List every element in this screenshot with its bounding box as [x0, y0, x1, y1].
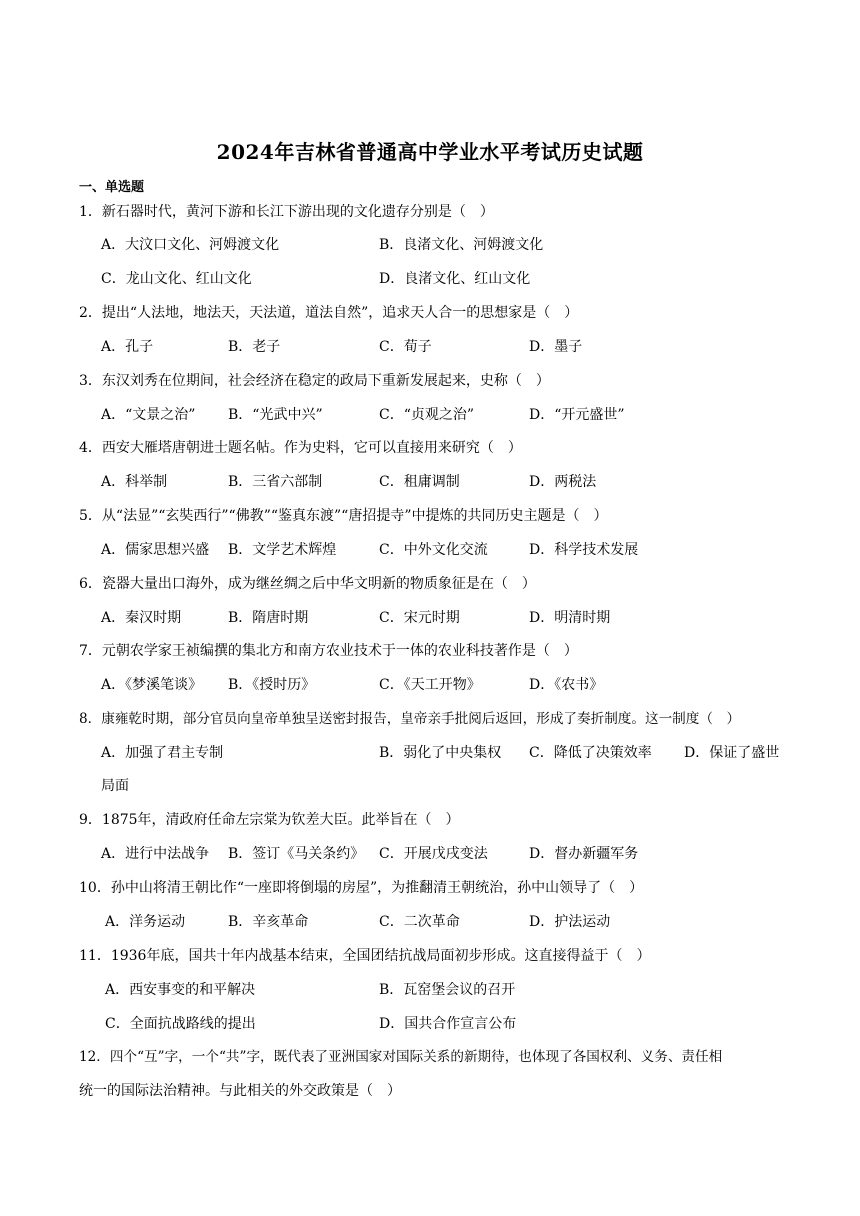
- question-stem: 7．元朝农学家王祯编撰的集北方和南方农业技术于一体的农业科技著作是（ ）: [79, 643, 578, 659]
- page-title: 2024年吉林省普通高中学业水平考试历史试题: [216, 140, 644, 164]
- question-stem: 12．四个“互”字，一个“共”字，既代表了亚洲国家对国际关系的新期待，也体现了各国权利、义务、责任相: [79, 1049, 723, 1065]
- option-d-wrap: 局面: [101, 778, 129, 794]
- option-b: B．老子: [228, 339, 281, 355]
- option-c: C．荀子: [379, 339, 432, 355]
- option-d: D．督办新疆军务: [529, 846, 639, 862]
- option-c: C．降低了决策效率: [529, 745, 652, 761]
- question-stem: 8．康雍乾时期，部分官员向皇帝单独呈送密封报告，皇帝亲手批阅后返回，形成了奏折制度。这一制度（ ）: [79, 711, 741, 727]
- option-b: B．辛亥革命: [228, 914, 309, 930]
- option-a: A．科举制: [101, 474, 168, 490]
- option-d: D．良渚文化、红山文化: [379, 271, 531, 287]
- option-a: A．“文景之治”: [101, 407, 196, 423]
- option-d: D．保证了盛世: [684, 745, 780, 761]
- option-c: C．中外文化交流: [379, 542, 488, 558]
- option-b: B．三省六部制: [228, 474, 323, 490]
- option-d: D．“开元盛世”: [529, 407, 625, 423]
- option-a: A．洋务运动: [105, 914, 186, 930]
- option-a: A．儒家思想兴盛: [101, 542, 210, 558]
- question-stem: 9．1875年，清政府任命左宗棠为钦差大臣。此举旨在（ ）: [79, 812, 460, 828]
- option-d: D．墨子: [529, 339, 583, 355]
- question-stem: 6．瓷器大量出口海外，成为继丝绸之后中华文明新的物质象征是在（ ）: [79, 576, 536, 592]
- option-c: C．宋元时期: [379, 610, 460, 626]
- option-c: C．“贞观之治”: [379, 407, 475, 423]
- question-stem: 5．从“法显”“玄奘西行”“佛教”“鉴真东渡”“唐招提寺”中提炼的共同历史主题是（ ）: [79, 508, 608, 524]
- option-b: B．瓦窑堡会议的召开: [379, 982, 516, 998]
- option-c: C．全面抗战路线的提出: [105, 1016, 256, 1032]
- option-a: A．孔子: [101, 339, 154, 355]
- option-b: B．“光武中兴”: [228, 407, 323, 423]
- section-heading: 一、单选题: [79, 180, 145, 195]
- option-b: B．签订《马关条约》: [228, 846, 365, 862]
- option-d: D．《农书》: [529, 677, 604, 693]
- option-b: B．《授时历》: [228, 677, 316, 693]
- option-c: C．《天工开物》: [379, 677, 481, 693]
- option-b: B．弱化了中央集权: [379, 745, 502, 761]
- question-stem-continued: 统一的国际法治精神。与此相关的外交政策是（ ）: [79, 1083, 401, 1099]
- option-b: B．隋唐时期: [228, 610, 309, 626]
- option-c: C．龙山文化、红山文化: [101, 271, 252, 287]
- option-d: D．护法运动: [529, 914, 611, 930]
- option-d: D．明清时期: [529, 610, 611, 626]
- option-a: A．加强了君主专制: [101, 745, 224, 761]
- option-d: D．两税法: [529, 474, 597, 490]
- question-stem: 2．提出“人法地，地法天，天法道，道法自然”，追求天人合一的思想家是（ ）: [79, 305, 579, 321]
- option-a: A．《梦溪笔谈》: [101, 677, 203, 693]
- option-d: D．国共合作宣言公布: [379, 1016, 517, 1032]
- option-a: A．西安事变的和平解决: [105, 982, 256, 998]
- option-b: B．文学艺术辉煌: [228, 542, 337, 558]
- question-stem: 4．西安大雁塔唐朝进士题名帖。作为史料，它可以直接用来研究（ ）: [79, 440, 522, 456]
- question-stem: 10．孙中山将清王朝比作“一座即将倒塌的房屋”，为推翻清王朝统治，孙中山领导了（ ）: [79, 880, 644, 896]
- question-stem: 1．新石器时代，黄河下游和长江下游出现的文化遗存分别是（ ）: [79, 204, 494, 220]
- option-c: C．开展戊戌变法: [379, 846, 488, 862]
- option-a: A．秦汉时期: [101, 610, 182, 626]
- question-stem: 3．东汉刘秀在位期间，社会经济在稳定的政局下重新发展起来，史称（ ）: [79, 373, 550, 389]
- option-a: A．大汶口文化、河姆渡文化: [101, 237, 280, 253]
- option-b: B．良渚文化、河姆渡文化: [379, 237, 544, 253]
- question-stem: 11．1936年底，国共十年内战基本结束，全国团结抗战局面初步形成。这直接得益于（ ）: [79, 948, 651, 964]
- option-c: C．二次革命: [379, 914, 460, 930]
- option-a: A．进行中法战争: [101, 846, 210, 862]
- option-d: D．科学技术发展: [529, 542, 639, 558]
- option-c: C．租庸调制: [379, 474, 460, 490]
